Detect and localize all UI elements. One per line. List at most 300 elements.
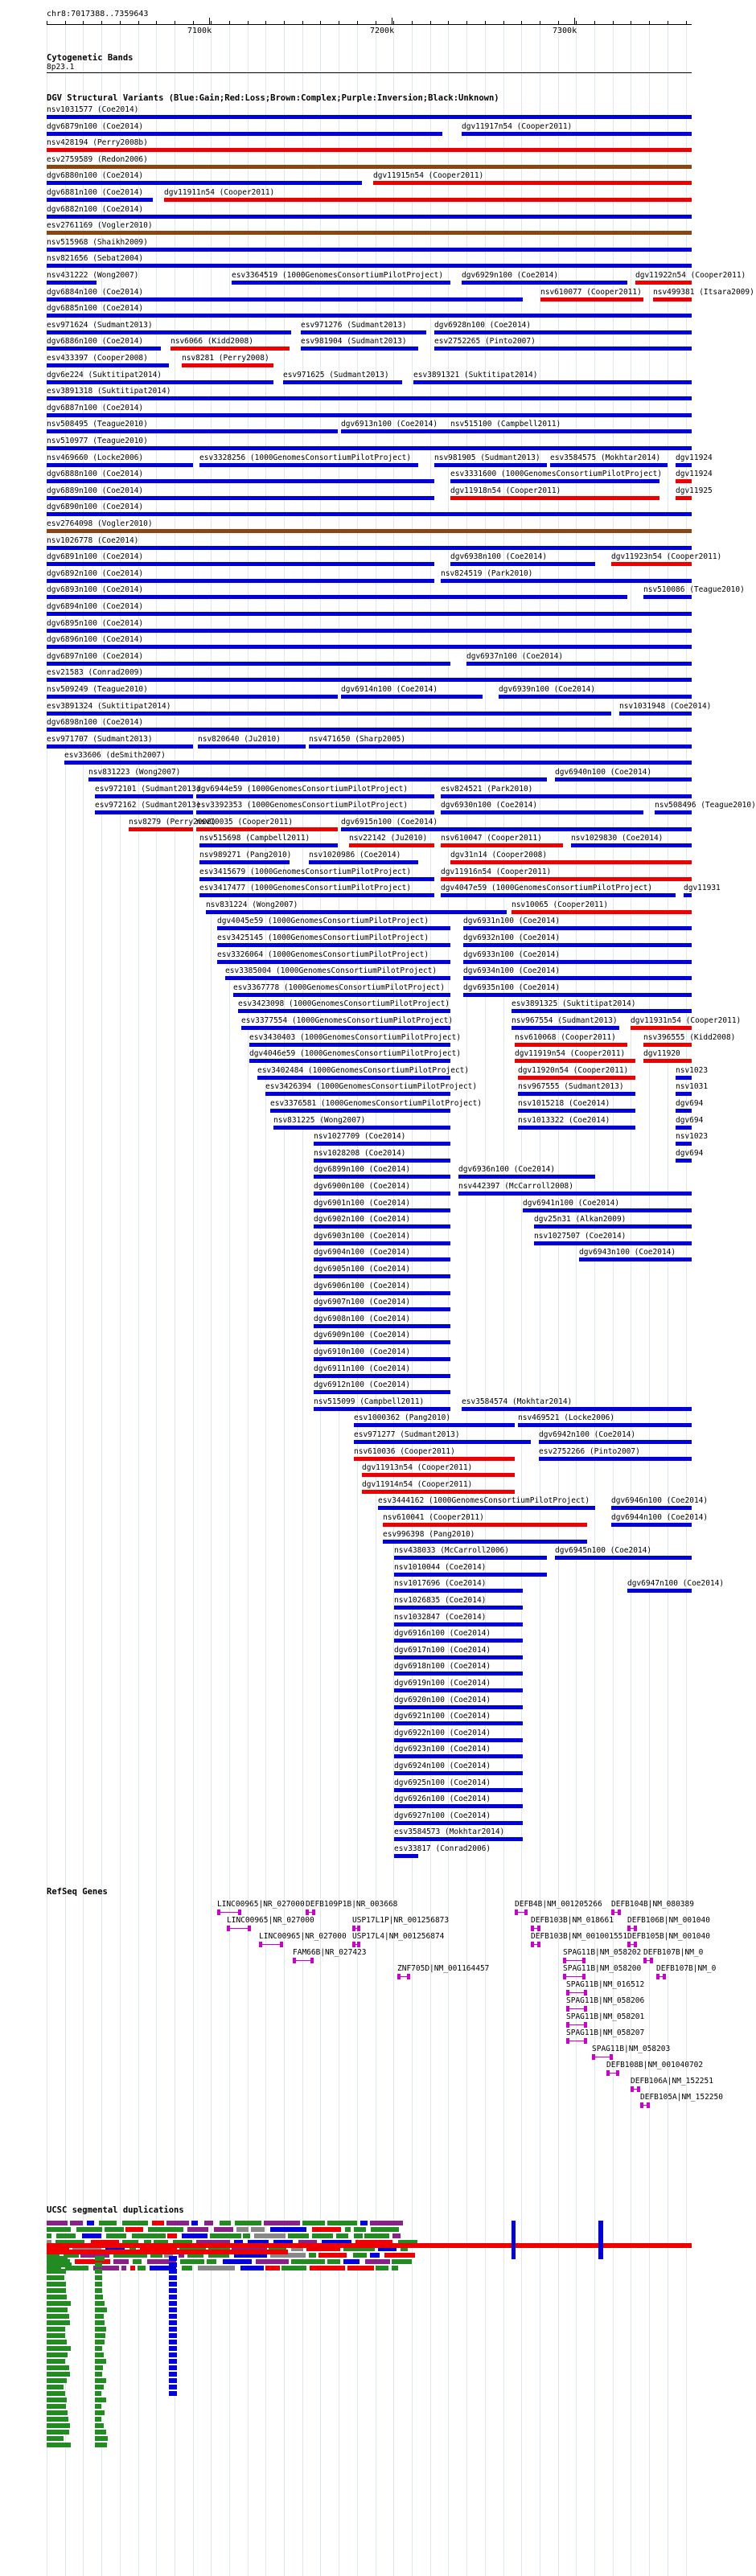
gene-exon[interactable] — [650, 1958, 653, 1963]
segdup-block[interactable] — [47, 2250, 288, 2254]
variant-bar[interactable] — [47, 231, 692, 235]
segdup-block[interactable] — [240, 2266, 264, 2270]
segdup-block[interactable] — [354, 2233, 363, 2238]
gene-exon[interactable] — [584, 2022, 587, 2028]
variant-bar[interactable] — [199, 860, 290, 864]
segdup-block[interactable] — [169, 2385, 177, 2389]
variant-bar[interactable] — [441, 810, 643, 814]
gene-exon[interactable] — [663, 1974, 666, 1979]
segdup-block[interactable] — [95, 2423, 104, 2428]
segdup-block[interactable] — [392, 2259, 412, 2264]
variant-bar[interactable] — [550, 463, 668, 467]
variant-bar[interactable] — [394, 1589, 523, 1593]
segdup-block[interactable] — [47, 2372, 70, 2377]
segdup-block[interactable] — [95, 2391, 101, 2396]
gene-exon[interactable] — [515, 1909, 518, 1915]
variant-bar[interactable] — [413, 380, 692, 384]
segdup-block[interactable] — [343, 2259, 360, 2264]
segdup-block[interactable] — [95, 2340, 105, 2344]
variant-bar[interactable] — [47, 662, 450, 666]
variant-bar[interactable] — [394, 1754, 523, 1758]
segdup-block[interactable] — [347, 2266, 374, 2270]
segdup-block[interactable] — [310, 2266, 345, 2270]
segdup-block[interactable] — [47, 2320, 70, 2325]
segdup-block[interactable] — [312, 2233, 333, 2238]
variant-bar[interactable] — [47, 314, 692, 318]
variant-bar[interactable] — [314, 1357, 450, 1361]
segdup-block[interactable] — [47, 2301, 71, 2306]
variant-bar[interactable] — [394, 1556, 547, 1560]
variant-bar[interactable] — [434, 347, 692, 351]
segdup-block[interactable] — [169, 2346, 177, 2351]
variant-bar[interactable] — [611, 562, 692, 566]
variant-bar[interactable] — [314, 1257, 450, 1261]
variant-bar[interactable] — [462, 1407, 692, 1411]
segdup-block[interactable] — [95, 2352, 104, 2357]
segdup-block[interactable] — [47, 2430, 69, 2434]
segdup-block[interactable] — [265, 2266, 280, 2270]
segdup-block[interactable] — [354, 2227, 366, 2232]
segdup-block[interactable] — [166, 2221, 189, 2225]
variant-bar[interactable] — [47, 380, 273, 384]
variant-bar[interactable] — [309, 860, 418, 864]
variant-bar[interactable] — [631, 1026, 692, 1030]
variant-bar[interactable] — [394, 1705, 523, 1709]
segdup-block[interactable] — [312, 2227, 341, 2232]
segdup-block[interactable] — [169, 2359, 177, 2364]
variant-bar[interactable] — [314, 1307, 450, 1311]
segdup-block[interactable] — [207, 2259, 216, 2264]
gene-exon[interactable] — [407, 1974, 410, 1979]
segdup-block[interactable] — [138, 2266, 146, 2270]
gene-exon[interactable] — [616, 2070, 619, 2076]
variant-bar[interactable] — [199, 843, 338, 847]
segdup-block[interactable] — [364, 2233, 389, 2238]
segdup-block[interactable] — [169, 2391, 177, 2396]
gene-exon[interactable] — [352, 1926, 355, 1931]
variant-bar[interactable] — [462, 281, 627, 285]
variant-bar[interactable] — [199, 463, 418, 467]
segdup-block[interactable] — [95, 2417, 101, 2422]
variant-bar[interactable] — [373, 181, 692, 185]
gene-exon[interactable] — [563, 1958, 566, 1963]
segdup-block[interactable] — [169, 2295, 177, 2299]
variant-bar[interactable] — [441, 794, 692, 798]
gene-exon[interactable] — [631, 2086, 634, 2092]
variant-bar[interactable] — [47, 165, 692, 169]
gene-exon[interactable] — [618, 1909, 621, 1915]
gene-exon[interactable] — [582, 1974, 585, 1979]
segdup-block[interactable] — [47, 2417, 68, 2422]
gene-exon[interactable] — [584, 2038, 587, 2044]
variant-bar[interactable] — [534, 1241, 692, 1245]
variant-bar[interactable] — [95, 810, 193, 814]
gene-exon[interactable] — [566, 2006, 569, 2012]
gene-exon[interactable] — [647, 2102, 650, 2108]
variant-bar[interactable] — [164, 198, 692, 202]
segdup-block[interactable] — [47, 2391, 65, 2396]
gene-exon[interactable] — [306, 1909, 309, 1915]
segdup-block[interactable] — [95, 2378, 106, 2383]
variant-bar[interactable] — [314, 1390, 450, 1394]
variant-bar[interactable] — [354, 1423, 515, 1427]
segdup-block[interactable] — [47, 2288, 66, 2293]
segdup-block[interactable] — [95, 2314, 104, 2319]
variant-bar[interactable] — [518, 1109, 635, 1113]
gene-exon[interactable] — [643, 1958, 647, 1963]
variant-bar[interactable] — [394, 1573, 547, 1577]
variant-bar[interactable] — [611, 1523, 692, 1527]
segdup-block[interactable] — [169, 2307, 177, 2312]
gene-exon[interactable] — [627, 1942, 631, 1947]
variant-bar[interactable] — [225, 976, 450, 980]
variant-bar[interactable] — [47, 712, 611, 716]
segdup-block[interactable] — [318, 2253, 347, 2258]
variant-bar[interactable] — [394, 1854, 418, 1858]
variant-bar[interactable] — [512, 1009, 692, 1013]
variant-bar[interactable] — [463, 943, 692, 947]
variant-bar[interactable] — [196, 827, 338, 831]
variant-bar[interactable] — [466, 662, 692, 666]
segdup-block[interactable] — [47, 2295, 67, 2299]
segdup-block[interactable] — [353, 2253, 367, 2258]
gene-exon[interactable] — [531, 1926, 534, 1931]
segdup-block[interactable] — [130, 2266, 135, 2270]
segdup-block[interactable] — [125, 2227, 143, 2232]
segdup-block[interactable] — [95, 2359, 106, 2364]
variant-bar[interactable] — [378, 1506, 595, 1510]
variant-bar[interactable] — [394, 1655, 523, 1659]
segdup-block[interactable] — [327, 2221, 357, 2225]
gene-exon[interactable] — [531, 1942, 534, 1947]
segdup-block[interactable] — [47, 2423, 70, 2428]
variant-bar[interactable] — [655, 810, 692, 814]
variant-bar[interactable] — [47, 148, 692, 152]
variant-bar[interactable] — [450, 429, 692, 433]
segdup-block[interactable] — [235, 2221, 261, 2225]
segdup-block[interactable] — [223, 2259, 252, 2264]
variant-bar[interactable] — [627, 1589, 692, 1593]
variant-bar[interactable] — [555, 777, 692, 781]
variant-bar[interactable] — [555, 1556, 692, 1560]
variant-bar[interactable] — [198, 744, 306, 749]
variant-bar[interactable] — [383, 1523, 587, 1527]
segdup-block[interactable] — [167, 2233, 177, 2238]
segdup-block[interactable] — [95, 2275, 102, 2280]
segdup-block[interactable] — [256, 2259, 289, 2264]
gene-exon[interactable] — [656, 1974, 659, 1979]
variant-bar[interactable] — [47, 529, 692, 533]
variant-bar[interactable] — [676, 463, 692, 467]
segdup-block[interactable] — [169, 2314, 177, 2319]
segdup-block[interactable] — [95, 2443, 107, 2447]
segdup-block[interactable] — [47, 2269, 66, 2274]
gene-exon[interactable] — [280, 1942, 283, 1947]
segdup-block[interactable] — [169, 2301, 177, 2306]
variant-bar[interactable] — [643, 1059, 692, 1063]
variant-bar[interactable] — [206, 910, 507, 914]
segdup-block[interactable] — [105, 2227, 124, 2232]
gene-exon[interactable] — [634, 1926, 637, 1931]
segdup-block[interactable] — [243, 2233, 250, 2238]
segdup-block[interactable] — [281, 2266, 306, 2270]
variant-bar[interactable] — [394, 1639, 523, 1643]
segdup-block[interactable] — [95, 2262, 102, 2267]
segdup-block[interactable] — [370, 2221, 403, 2225]
variant-bar[interactable] — [314, 1324, 450, 1328]
variant-bar[interactable] — [47, 413, 692, 417]
variant-bar[interactable] — [441, 843, 563, 847]
variant-bar[interactable] — [450, 479, 659, 483]
segdup-block[interactable] — [169, 2365, 177, 2370]
variant-bar[interactable] — [362, 1473, 515, 1477]
segdup-block[interactable] — [47, 2346, 71, 2351]
variant-bar[interactable] — [47, 695, 338, 699]
variant-bar[interactable] — [676, 479, 692, 483]
gene-exon[interactable] — [584, 2006, 587, 2012]
segdup-block[interactable] — [169, 2372, 177, 2377]
segdup-block[interactable] — [169, 2262, 177, 2267]
segdup-block[interactable] — [204, 2221, 213, 2225]
variant-bar[interactable] — [635, 281, 692, 285]
variant-bar[interactable] — [171, 347, 290, 351]
segdup-block[interactable] — [370, 2253, 380, 2258]
variant-bar[interactable] — [47, 562, 434, 566]
gene-exon[interactable] — [566, 2038, 569, 2044]
segdup-block[interactable] — [512, 2254, 516, 2259]
segdup-block[interactable] — [180, 2259, 204, 2264]
segdup-block[interactable] — [95, 2346, 102, 2351]
variant-bar[interactable] — [47, 678, 692, 682]
variant-bar[interactable] — [314, 1192, 450, 1196]
variant-bar[interactable] — [47, 215, 692, 219]
segdup-block[interactable] — [288, 2233, 309, 2238]
segdup-block[interactable] — [95, 2295, 103, 2299]
variant-bar[interactable] — [394, 1837, 523, 1841]
segdup-block[interactable] — [182, 2266, 192, 2270]
variant-bar[interactable] — [539, 1440, 692, 1444]
variant-bar[interactable] — [47, 363, 169, 367]
segdup-block[interactable] — [95, 2333, 105, 2338]
refseq-track-title[interactable]: RefSeq Genes — [47, 1887, 108, 1897]
variant-bar[interactable] — [217, 960, 450, 964]
variant-bar[interactable] — [238, 1009, 450, 1013]
segdup-block[interactable] — [291, 2259, 325, 2264]
variant-bar[interactable] — [314, 1208, 450, 1212]
gene-exon[interactable] — [640, 2102, 643, 2108]
variant-bar[interactable] — [450, 496, 659, 500]
segdup-block[interactable] — [95, 2301, 105, 2306]
variant-bar[interactable] — [47, 297, 523, 301]
cytoband-track-title[interactable]: Cytogenetic Bands — [47, 53, 134, 63]
variant-bar[interactable] — [676, 1092, 692, 1096]
variant-bar[interactable] — [441, 893, 676, 897]
gene-exon[interactable] — [524, 1909, 528, 1915]
segdup-block[interactable] — [182, 2233, 207, 2238]
variant-bar[interactable] — [47, 198, 153, 202]
variant-bar[interactable] — [441, 877, 692, 881]
segdup-block[interactable] — [47, 2378, 67, 2383]
segdup-block[interactable] — [47, 2243, 692, 2248]
gene-exon[interactable] — [606, 2070, 610, 2076]
variant-bar[interactable] — [362, 1490, 515, 1494]
variant-bar[interactable] — [283, 380, 402, 384]
variant-bar[interactable] — [47, 330, 291, 334]
segdup-block[interactable] — [99, 2221, 117, 2225]
variant-bar[interactable] — [301, 347, 418, 351]
variant-bar[interactable] — [523, 1208, 692, 1212]
variant-bar[interactable] — [619, 712, 692, 716]
variant-bar[interactable] — [676, 1126, 692, 1130]
segdup-block[interactable] — [169, 2275, 177, 2280]
segdup-block[interactable] — [148, 2227, 183, 2232]
variant-bar[interactable] — [676, 1076, 692, 1080]
variant-bar[interactable] — [434, 330, 692, 334]
segdup-block[interactable] — [95, 2436, 108, 2441]
variant-bar[interactable] — [196, 810, 434, 814]
variant-bar[interactable] — [515, 1059, 635, 1063]
gene-exon[interactable] — [634, 1942, 637, 1947]
segdup-block[interactable] — [47, 2307, 68, 2312]
segdup-block[interactable] — [75, 2259, 110, 2264]
segdup-block[interactable] — [270, 2227, 306, 2232]
gene-exon[interactable] — [293, 1958, 296, 1963]
variant-bar[interactable] — [512, 910, 692, 914]
variant-bar[interactable] — [394, 1788, 523, 1792]
variant-bar[interactable] — [47, 132, 442, 136]
variant-bar[interactable] — [47, 248, 692, 252]
variant-bar[interactable] — [88, 777, 547, 781]
variant-bar[interactable] — [301, 330, 426, 334]
gene-exon[interactable] — [537, 1926, 540, 1931]
segdup-block[interactable] — [254, 2233, 286, 2238]
segdup-block[interactable] — [95, 2410, 105, 2415]
segdup-block[interactable] — [169, 2327, 177, 2332]
segdup-block[interactable] — [198, 2266, 235, 2270]
gene-exon[interactable] — [566, 1990, 569, 1996]
variant-bar[interactable] — [643, 1043, 692, 1047]
segdup-block[interactable] — [95, 2365, 103, 2370]
variant-bar[interactable] — [314, 1407, 450, 1411]
variant-bar[interactable] — [47, 347, 161, 351]
gene-exon[interactable] — [610, 2054, 613, 2060]
segdup-block[interactable] — [47, 2282, 66, 2287]
variant-bar[interactable] — [394, 1771, 523, 1775]
variant-bar[interactable] — [196, 794, 434, 798]
variant-bar[interactable] — [394, 1622, 523, 1626]
variant-bar[interactable] — [47, 612, 692, 616]
segdup-block[interactable] — [133, 2259, 142, 2264]
variant-bar[interactable] — [354, 1457, 515, 1461]
segdup-block[interactable] — [132, 2233, 166, 2238]
variant-bar[interactable] — [539, 1457, 692, 1461]
gene-exon[interactable] — [627, 1926, 631, 1931]
segdup-block[interactable] — [95, 2430, 106, 2434]
segdup-block[interactable] — [169, 2256, 177, 2261]
gene-exon[interactable] — [592, 2054, 595, 2060]
segdup-block[interactable] — [95, 2288, 102, 2293]
variant-bar[interactable] — [199, 877, 434, 881]
gene-exon[interactable] — [582, 1958, 585, 1963]
segdup-block[interactable] — [47, 2365, 69, 2370]
gene-exon[interactable] — [217, 1909, 220, 1915]
variant-bar[interactable] — [653, 297, 692, 301]
gene-exon[interactable] — [584, 1990, 587, 1996]
segdup-block[interactable] — [210, 2233, 241, 2238]
variant-bar[interactable] — [47, 512, 692, 516]
segdup-block[interactable] — [47, 2256, 68, 2261]
variant-bar[interactable] — [182, 363, 273, 367]
variant-bar[interactable] — [515, 1043, 627, 1047]
variant-bar[interactable] — [518, 1126, 635, 1130]
segdup-block[interactable] — [327, 2259, 340, 2264]
segdup-block[interactable] — [187, 2227, 208, 2232]
variant-bar[interactable] — [540, 297, 643, 301]
segdup-block[interactable] — [152, 2221, 164, 2225]
variant-bar[interactable] — [47, 429, 338, 433]
gene-exon[interactable] — [397, 1974, 401, 1979]
variant-bar[interactable] — [450, 562, 595, 566]
variant-bar[interactable] — [349, 843, 434, 847]
segdup-block[interactable] — [47, 2352, 68, 2357]
segdup-block[interactable] — [598, 2254, 603, 2259]
segdup-block[interactable] — [360, 2221, 368, 2225]
segdup-block[interactable] — [95, 2269, 102, 2274]
segdup-block[interactable] — [47, 2340, 67, 2344]
variant-bar[interactable] — [676, 1109, 692, 1113]
variant-bar[interactable] — [241, 1026, 450, 1030]
variant-bar[interactable] — [47, 463, 193, 467]
segdup-block[interactable] — [365, 2259, 390, 2264]
variant-bar[interactable] — [684, 893, 692, 897]
variant-bar[interactable] — [47, 446, 692, 450]
variant-bar[interactable] — [314, 1142, 450, 1146]
variant-bar[interactable] — [394, 1738, 523, 1742]
variant-bar[interactable] — [47, 595, 627, 599]
segdup-block[interactable] — [113, 2259, 129, 2264]
segdup-block[interactable] — [47, 2359, 65, 2364]
gene-exon[interactable] — [357, 1926, 360, 1931]
gene-exon[interactable] — [352, 1942, 355, 1947]
segdup-block[interactable] — [384, 2253, 415, 2258]
gene-exon[interactable] — [537, 1942, 540, 1947]
segdup-block[interactable] — [220, 2221, 231, 2225]
variant-bar[interactable] — [233, 993, 450, 997]
variant-bar[interactable] — [47, 546, 692, 550]
variant-bar[interactable] — [64, 761, 692, 765]
segdup-block[interactable] — [169, 2333, 177, 2338]
segdup-block[interactable] — [95, 2398, 106, 2402]
segdup-block[interactable] — [95, 2372, 102, 2377]
segdup-block[interactable] — [169, 2340, 177, 2344]
segdup-block[interactable] — [236, 2227, 249, 2232]
segdup-block[interactable] — [169, 2320, 177, 2325]
segdup-block[interactable] — [336, 2233, 348, 2238]
segdup-block[interactable] — [95, 2327, 106, 2332]
segdup-block[interactable] — [47, 2404, 66, 2409]
variant-bar[interactable] — [512, 1026, 619, 1030]
variant-bar[interactable] — [314, 1291, 450, 1295]
variant-bar[interactable] — [273, 1126, 450, 1130]
variant-bar[interactable] — [47, 645, 692, 649]
variant-bar[interactable] — [518, 1423, 692, 1427]
variant-bar[interactable] — [309, 744, 692, 749]
gene-exon[interactable] — [312, 1909, 315, 1915]
variant-bar[interactable] — [47, 629, 692, 633]
segdup-block[interactable] — [169, 2288, 177, 2293]
variant-bar[interactable] — [643, 595, 692, 599]
segdup-block[interactable] — [95, 2282, 102, 2287]
